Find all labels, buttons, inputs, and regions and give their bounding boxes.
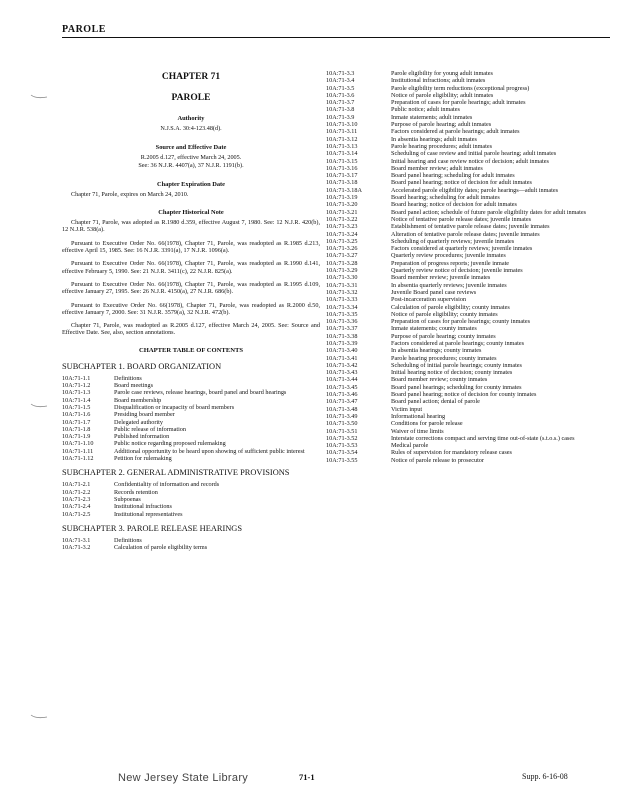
toc-entry-number: 10A:71-3.14 <box>326 150 358 158</box>
toc-entry-number: 10A:71-3.5 <box>326 84 355 92</box>
toc-entry-title: Definitions <box>114 374 142 382</box>
toc-entry-number: 10A:71-3.29 <box>326 267 358 275</box>
subchapter-1-title: SUBCHAPTER 1. BOARD ORGANIZATION <box>62 361 222 371</box>
hole-mark-icon <box>30 403 48 408</box>
toc-entry <box>326 114 588 121</box>
source-text <box>62 154 320 169</box>
toc-entry-number: 10A:71-3.55 <box>326 456 358 464</box>
toc-entry-title: Delegated authority <box>114 418 163 426</box>
header-rule <box>62 37 610 38</box>
toc-entry-title: Initial hearing and case review notice of decision; adult inmates <box>391 157 549 165</box>
toc-entry <box>326 172 588 179</box>
toc-entry-number: 10A:71-3.6 <box>326 91 355 99</box>
toc-entry <box>326 165 588 172</box>
toc-entry-number: 10A:71-3.36 <box>326 318 358 326</box>
toc-entry <box>62 503 320 510</box>
toc-entry-title: Calculation of parole eligibility terms <box>114 544 208 552</box>
toc-entry <box>326 413 588 420</box>
toc-entry <box>326 296 588 303</box>
toc-entry-number: 10A:71-1.9 <box>62 433 91 441</box>
subchapter-3-continued-entries <box>326 70 588 464</box>
toc-entry <box>326 340 588 347</box>
toc-entry-number: 10A:71-3.16 <box>326 164 358 172</box>
toc-entry-number: 10A:71-1.1 <box>62 374 91 382</box>
toc-entry <box>326 260 588 267</box>
toc-entry <box>326 223 588 230</box>
toc-entry-number: 10A:71-1.10 <box>62 440 94 448</box>
toc-entry <box>326 77 588 84</box>
toc-entry-number: 10A:71-3.24 <box>326 230 358 238</box>
subchapter-2-title: SUBCHAPTER 2. GENERAL ADMINISTRATIVE PROVISIONS <box>62 468 290 478</box>
toc-entry <box>62 419 320 426</box>
source-line-1: R.2005 d.127, effective March 24, 2005. <box>140 154 242 162</box>
toc-entry-title: Parole hearing procedures; county inmates <box>391 354 497 362</box>
toc-entry-title: Medical parole <box>391 442 429 450</box>
toc-entry-number: 10A:71-3.42 <box>326 361 358 369</box>
toc-entry <box>62 537 320 544</box>
toc-entry-title: Confidentiality of information and records <box>114 481 220 489</box>
toc-entry-number: 10A:71-3.45 <box>326 383 358 391</box>
toc-entry-title: Preparation of cases for parole hearings; adult inmates <box>391 99 526 107</box>
toc-entry-title: Inmate statements; county inmates <box>391 325 477 333</box>
toc-entry-number: 10A:71-3.46 <box>326 391 358 399</box>
toc-entry <box>326 384 588 391</box>
library-watermark: New Jersey State Library <box>118 772 249 784</box>
toc-entry-number: 10A:71-3.35 <box>326 310 358 318</box>
toc-entry <box>326 187 588 194</box>
toc-entry-title: Subpoenas <box>114 495 141 503</box>
toc-entry-number: 10A:71-3.2 <box>62 544 91 552</box>
toc-entry <box>326 355 588 362</box>
toc-entry <box>62 544 320 551</box>
toc-entry-title: Post-incarceration supervision <box>391 296 467 304</box>
toc-entry-title: Board member review; county inmates <box>391 376 488 384</box>
toc-entry <box>326 92 588 99</box>
toc-entry <box>326 362 588 369</box>
toc-entry <box>326 311 588 318</box>
toc-entry-title: Public notice regarding proposed rulemaking <box>114 440 226 448</box>
toc-entry-number: 10A:71-3.22 <box>326 215 358 223</box>
toc-entry <box>326 435 588 442</box>
toc-entry <box>326 289 588 296</box>
toc-entry <box>326 121 588 128</box>
toc-entry <box>326 201 588 208</box>
toc-entry-title: Board panel action; denial of parole <box>391 398 480 406</box>
toc-entry-title: Scheduling of initial parole hearings; county inmates <box>391 361 522 369</box>
toc-entry-number: 10A:71-3.50 <box>326 420 358 428</box>
toc-entry-title: Published information <box>114 433 170 441</box>
toc-entry-number: 10A:71-3.17 <box>326 172 358 180</box>
toc-entry-number: 10A:71-1.5 <box>62 403 91 411</box>
toc-entry <box>326 209 588 216</box>
chapter-number: CHAPTER 71 <box>161 72 221 82</box>
expiration-heading: Chapter Expiration Date <box>156 180 226 188</box>
toc-entry-title: Quarterly review procedures; juvenile inmates <box>391 252 506 260</box>
toc-entry-title: Public release of information <box>114 425 186 433</box>
running-head: PAROLE <box>62 24 106 35</box>
toc-entry-title: Preparation of cases for parole hearings; county inmates <box>391 318 530 326</box>
toc-entry-title: Board member review; juvenile inmates <box>391 274 491 282</box>
toc-entry-title: Establishment of tentative parole release dates; juvenile inmates <box>391 223 550 231</box>
toc-entry <box>326 194 588 201</box>
toc-entry-number: 10A:71-3.11 <box>326 128 358 136</box>
toc-entry <box>62 382 320 389</box>
toc-entry <box>326 325 588 332</box>
toc-entry-number: 10A:71-3.9 <box>326 113 355 121</box>
toc-entry-number: 10A:71-3.15 <box>326 157 358 165</box>
toc-entry-title: Scheduling of case review and initial parole hearing; adult inmates <box>391 150 557 158</box>
source-heading: Source and Effective Date <box>155 144 227 152</box>
toc-entry <box>326 304 588 311</box>
toc-entry-number: 10A:71-1.7 <box>62 418 91 426</box>
toc-entry-title: Records retention <box>114 488 158 496</box>
toc-entry-title: Parole case reviews, release hearings, board panel and board hearings <box>114 389 287 397</box>
toc-entry-title: Factors considered at quarterly reviews; juvenile inmates <box>391 245 533 253</box>
source-line-2: See: 36 N.J.R. 4407(a), 37 N.J.R. 1191(b). <box>138 161 244 169</box>
toc-entry-title: Conditions for parole release <box>391 420 463 428</box>
toc-entry-number: 10A:71-3.51 <box>326 427 358 435</box>
toc-entry-title: Informational hearing <box>391 412 446 420</box>
toc-entry <box>326 158 588 165</box>
toc-entry <box>62 496 320 503</box>
toc-entry-title: Presiding board member <box>114 411 175 419</box>
expiration-text: Chapter 71, Parole, expires on March 24, 2010. <box>71 190 189 198</box>
historical-paragraph: Chapter 71, Parole, was adopted as R.1980 d.359, effective August 7, 1980. See: 12 N.J.R. 420(b), 12 N.J.R. 538(a). <box>62 219 320 234</box>
historical-paragraph: Pursuant to Executive Order No. 66(1978), Chapter 71, Parole, was readopted as R.2000 d.50, effective January 7, 2000. See: 31 N.J.R. 3579(a), 32 N.J.R. 472(b). <box>62 301 320 316</box>
toc-entry-number: 10A:71-3.8 <box>326 106 355 114</box>
subchapter-3-entries <box>62 537 320 552</box>
toc-entry-number: 10A:71-3.49 <box>326 412 358 420</box>
historical-paragraphs <box>62 219 320 337</box>
toc-entry-title: In absentia hearings; adult inmates <box>391 135 477 143</box>
toc-entry <box>62 375 320 382</box>
toc-entry <box>326 449 588 456</box>
historical-paragraph: Pursuant to Executive Order No. 66(1978), Chapter 71, Parole, was readopted as R.1985 d.213, effective April 15, 1985. See: 16 N.J.R. 3391(a), 17 N.J.R. 1096(a). <box>62 239 320 255</box>
toc-entry-number: 10A:71-2.4 <box>62 503 91 511</box>
toc-entry-number: 10A:71-3.52 <box>326 434 358 442</box>
toc-entry-number: 10A:71-3.53 <box>326 442 358 450</box>
toc-entry <box>326 231 588 238</box>
toc-entry-title: Scheduling of quarterly reviews; juvenile inmates <box>391 237 515 245</box>
toc-entry-title: Factors considered at parole hearings; adult inmates <box>391 128 520 136</box>
hole-mark-icon <box>30 714 48 719</box>
toc-entry-title: Board panel action; schedule of future parole eligibility dates for adult inmates <box>391 208 587 216</box>
toc-entry-number: 10A:71-3.30 <box>326 274 358 282</box>
toc-entry <box>326 267 588 274</box>
supplement-date: Supp. 6-16-08 <box>522 772 568 781</box>
toc-entry-title: Victim input <box>391 405 423 413</box>
toc-entry-title: Juvenile Board panel case reviews <box>391 288 477 296</box>
toc-entry-number: 10A:71-1.4 <box>62 396 91 404</box>
toc-entry <box>62 426 320 433</box>
toc-entry-title: Parole eligibility term reductions (exceptional progress) <box>391 84 530 92</box>
toc-entry-number: 10A:71-2.3 <box>62 495 91 503</box>
toc-entry-number: 10A:71-3.43 <box>326 369 358 377</box>
toc-entry-number: 10A:71-1.12 <box>62 455 94 463</box>
toc-entry <box>326 70 588 77</box>
toc-entry <box>326 216 588 223</box>
subchapter-2-entries <box>62 481 320 517</box>
toc-entry-number: 10A:71-1.2 <box>62 382 91 390</box>
toc-entry-number: 10A:71-1.3 <box>62 389 91 397</box>
toc-entry <box>326 274 588 281</box>
toc-entry-number: 10A:71-2.2 <box>62 488 91 496</box>
toc-entry-title: Notice of parole release to prosecutor <box>391 456 484 464</box>
authority-text: N.J.S.A. 30:4-123.48(d). <box>160 125 222 132</box>
toc-entry <box>62 397 320 404</box>
toc-entry-number: 10A:71-3.40 <box>326 347 358 355</box>
right-column <box>326 70 588 468</box>
toc-entry-title: Definitions <box>114 536 142 544</box>
toc-entry <box>62 440 320 447</box>
toc-entry-title: Parole eligibility for young adult inmates <box>391 70 493 77</box>
toc-entry-title: Board hearing; scheduling for adult inmates <box>391 194 500 202</box>
toc-entry-number: 10A:71-3.28 <box>326 259 358 267</box>
toc-entry-title: Public notice; adult inmates <box>391 106 460 114</box>
toc-entry-number: 10A:71-3.47 <box>326 398 358 406</box>
toc-entry-title: Preparation of progress reports; juvenile inmate <box>391 259 510 267</box>
toc-entry-title: Notice of tentative parole release dates; juvenile inmates <box>391 215 532 223</box>
toc-entry <box>326 99 588 106</box>
toc-entry-number: 10A:71-2.5 <box>62 510 91 518</box>
toc-entry <box>326 143 588 150</box>
toc-entry-number: 10A:71-3.12 <box>326 135 358 143</box>
toc-entry-number: 10A:71-3.23 <box>326 223 358 231</box>
toc-entry-title: Board hearing; notice of decision for adult inmates <box>391 201 517 209</box>
toc-entry-title: Interstate corrections compact and serving time out-of-state (s.t.o.s.) cases <box>391 434 575 442</box>
toc-entry-number: 10A:71-3.19 <box>326 194 358 202</box>
subchapter-1-entries <box>62 375 320 463</box>
toc-entry-number: 10A:71-3.37 <box>326 325 358 333</box>
toc-entry <box>326 245 588 252</box>
toc-entry-title: Notice of parole eligibility; county inmates <box>391 310 498 318</box>
toc-entry-title: Quarterly review notice of decision; juvenile inmates <box>391 267 523 275</box>
toc-entry-title: Notice of parole eligibility; adult inmates <box>391 91 494 99</box>
toc-entry <box>326 398 588 405</box>
toc-entry-title: Calculation of parole eligibility; county inmates <box>391 303 510 311</box>
toc-entry <box>62 489 320 496</box>
hole-mark-icon <box>30 94 48 99</box>
toc-entry <box>62 481 320 488</box>
toc-entry-number: 10A:71-2.1 <box>62 481 91 489</box>
toc-entry-title: Institutional infractions; adult inmates <box>391 77 486 85</box>
toc-entry <box>326 420 588 427</box>
toc-entry-number: 10A:71-3.1 <box>62 536 91 544</box>
toc-entry-title: Initial hearing notice of decision; county inmates <box>391 369 513 377</box>
toc-entry-title: Board panel hearing; notice of decision for adult inmates <box>391 179 532 187</box>
historical-heading: Chapter Historical Note <box>158 209 224 217</box>
toc-entry-number: 10A:71-3.32 <box>326 288 358 296</box>
toc-entry-number: 10A:71-3.13 <box>326 142 358 150</box>
toc-entry <box>326 391 588 398</box>
toc-entry <box>326 85 588 92</box>
toc-entry-number: 10A:71-3.4 <box>326 77 355 85</box>
toc-entry <box>62 411 320 418</box>
toc-entry-number: 10A:71-3.31 <box>326 281 358 289</box>
toc-entry-title: In absentia hearings; county inmates <box>391 347 482 355</box>
toc-entry <box>62 455 320 462</box>
toc-entry <box>326 347 588 354</box>
toc-entry-title: In absentia quarterly reviews; juvenile inmates <box>391 281 507 289</box>
toc-entry-number: 10A:71-3.18A <box>326 186 362 194</box>
toc-entry-title: Purpose of parole hearing; county inmates <box>391 332 496 340</box>
toc-entry <box>326 406 588 413</box>
toc-entry-title: Additional opportunity to be heard upon showing of sufficient public interest <box>114 447 305 455</box>
toc-entry <box>326 179 588 186</box>
toc-entry <box>62 511 320 518</box>
toc-entry-number: 10A:71-3.34 <box>326 303 358 311</box>
toc-entry <box>62 433 320 440</box>
historical-paragraph: Chapter 71, Parole, was readopted as R.2005 d.127, effective March 24, 2005. See: Source and Effective Date. See, also, section annotations. <box>62 322 320 337</box>
toc-entry-title: Board panel hearing; notice of decision for county inmates <box>391 391 537 399</box>
toc-entry-number: 10A:71-3.38 <box>326 332 358 340</box>
toc-entry <box>326 333 588 340</box>
toc-entry-number: 10A:71-1.11 <box>62 447 94 455</box>
toc-entry-number: 10A:71-3.3 <box>326 70 355 77</box>
historical-paragraph: Pursuant to Executive Order No. 66(1978), Chapter 71, Parole, was readopted as R.1995 d.109, effective January 27, 1995. See: 26 N.J.R. 4150(a), 27 N.J.R. 686(b). <box>62 280 320 296</box>
toc-entry-title: Institutional representatives <box>114 510 183 518</box>
toc-entry <box>326 252 588 259</box>
toc-entry-number: 10A:71-3.26 <box>326 245 358 253</box>
subchapter-3-title: SUBCHAPTER 3. PAROLE RELEASE HEARINGS <box>62 523 243 533</box>
toc-entry-number: 10A:71-3.48 <box>326 405 358 413</box>
toc-entry <box>326 282 588 289</box>
toc-entry-number: 10A:71-3.33 <box>326 296 358 304</box>
toc-entry-number: 10A:71-3.10 <box>326 121 358 129</box>
page-number: 71-1 <box>299 772 315 782</box>
toc-entry-title: Inmate statements; adult inmates <box>391 113 473 121</box>
toc-entry <box>326 150 588 157</box>
toc-entry <box>326 457 588 464</box>
toc-entry <box>326 106 588 113</box>
toc-entry-title: Board member review; adult inmates <box>391 164 483 172</box>
toc-entry-title: Accelerated parole eligibility dates; parole hearings—adult inmates <box>391 186 558 194</box>
toc-entry-number: 10A:71-3.44 <box>326 376 358 384</box>
toc-entry-title: Purpose of parole hearing; adult inmates <box>391 121 492 129</box>
historical-paragraph: Pursuant to Executive Order No. 66(1978), Chapter 71, Parole, was readopted as R.1990 d.141, effective February 5, 1990. See: 21 N.J.R. 3411(c), 22 N.J.R. 825(a). <box>62 260 320 275</box>
toc-entry-number: 10A:71-3.7 <box>326 99 355 107</box>
toc-entry-title: Board membership <box>114 396 162 404</box>
toc-entry-title: Alteration of tentative parole release dates; juvenile inmates <box>391 230 540 238</box>
toc-entry <box>326 376 588 383</box>
authority-heading: Authority <box>177 115 205 122</box>
toc-entry-number: 10A:71-3.27 <box>326 252 358 260</box>
left-column <box>62 70 320 555</box>
toc-entry <box>326 128 588 135</box>
chapter-title: PAROLE <box>171 93 211 103</box>
toc-entry-number: 10A:71-3.20 <box>326 201 358 209</box>
toc-entry-title: Rules of supervision for mandatory release cases <box>391 449 512 457</box>
toc-entry-title: Disqualification or incapacity of board members <box>114 403 235 411</box>
toc-entry-title: Institutional infractions <box>114 503 172 511</box>
toc-entry <box>62 404 320 411</box>
toc-entry-title: Board panel hearings; scheduling for county inmates <box>391 383 522 391</box>
toc-entry-number: 10A:71-3.54 <box>326 449 358 457</box>
toc-entry <box>62 448 320 455</box>
toc-entry-number: 10A:71-3.39 <box>326 339 358 347</box>
toc-entry-number: 10A:71-1.6 <box>62 411 91 419</box>
toc-entry-number: 10A:71-1.8 <box>62 425 91 433</box>
toc-entry <box>326 318 588 325</box>
toc-entry-title: Parole hearing procedures; adult inmates <box>391 142 493 150</box>
toc-entry <box>62 389 320 396</box>
toc-entry <box>326 238 588 245</box>
toc-entry-title: Factors considered at parole hearings; county inmates <box>391 339 524 347</box>
toc-entry <box>326 369 588 376</box>
toc-entry <box>326 136 588 143</box>
toc-entry <box>326 428 588 435</box>
toc-entry-number: 10A:71-3.25 <box>326 237 358 245</box>
toc-entry-title: Board panel hearing; scheduling for adult inmates <box>391 172 515 180</box>
toc-entry-number: 10A:71-3.18 <box>326 179 358 187</box>
toc-entry-number: 10A:71-3.21 <box>326 208 358 216</box>
toc-entry-number: 10A:71-3.41 <box>326 354 358 362</box>
toc-entry-title: Board meetings <box>114 382 154 390</box>
toc-entry <box>326 442 588 449</box>
toc-heading: CHAPTER TABLE OF CONTENTS <box>138 346 244 354</box>
toc-entry-title: Petition for rulemaking <box>114 455 172 463</box>
toc-entry-title: Waiver of time limits <box>391 427 444 435</box>
